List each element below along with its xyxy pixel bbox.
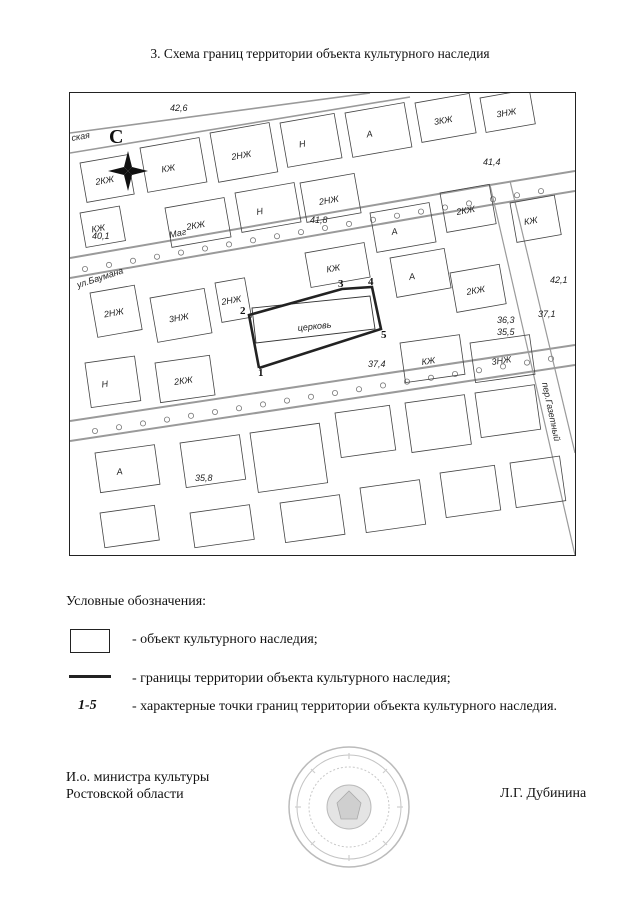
building-label: 3НЖ [495,106,517,120]
svg-text:37,1: 37,1 [538,309,556,319]
svg-text:36,3: 36,3 [497,315,515,325]
tree-icon [236,406,241,411]
building-label: 2КЖ [455,203,476,217]
tree-icon [82,266,87,271]
tree-icon [418,209,423,214]
tree-icon [298,230,303,235]
building-block [370,203,436,253]
legend-object-symbol [70,629,110,653]
building-label: Н [255,205,264,217]
building-label: КЖ [325,262,341,275]
tree-icon [322,225,327,230]
building-block [95,445,160,493]
building-block [360,480,426,533]
tree-icon [346,221,351,226]
building-block [440,465,501,517]
building-label: А [408,271,416,282]
building-block [235,183,301,233]
building-label: 3НЖ [168,311,190,325]
building-block [100,505,159,547]
tree-icon [538,189,543,194]
building-block [390,248,451,297]
tree-icon [212,409,217,414]
tree-icon [524,360,529,365]
tree-icon [164,417,169,422]
tree-icon [154,254,159,259]
building-block [180,435,246,488]
building-block [250,423,328,492]
tree-icon [260,402,265,407]
tree-icon [274,234,279,239]
tree-icon [250,238,255,243]
object-label: церковь [297,319,332,333]
tree-icon [394,213,399,218]
tree-icon [356,387,361,392]
street-label-baumana: ул.Баумана [75,265,125,290]
signatory-position [66,769,209,803]
building-label: А [365,128,374,140]
tree-icon [106,262,111,267]
svg-text:35,5: 35,5 [497,327,515,337]
building-block [345,103,412,158]
tree-icon [188,413,193,418]
svg-text:42,6: 42,6 [170,103,188,113]
street-label-gazetny: пер.Газетный [540,381,563,443]
tree-icon [140,421,145,426]
building-label: 3КЖ [433,113,454,127]
building-block [280,495,345,543]
street-label-mag: Маг [168,226,188,240]
building-label: 3НЖ [490,354,512,367]
building-block [405,395,471,453]
svg-text:35,8: 35,8 [195,473,213,483]
building-label: А [115,466,124,477]
building-block [85,356,141,408]
svg-text:40,1: 40,1 [92,231,110,241]
building-label: 2НЖ [318,193,340,207]
legend-boundary-text: - границы территории объекта культурного наследия; [132,671,451,686]
official-seal-icon [287,745,411,869]
tree-icon [92,428,97,433]
tree-icon [380,383,385,388]
svg-text:42,1: 42,1 [550,275,568,285]
tree-icon [226,242,231,247]
street-label-top-left: ская [70,129,91,143]
point-3: 3 [338,278,344,290]
building-block [190,505,254,548]
tree-icon [284,398,289,403]
building-labels [91,106,539,477]
svg-text:37,4: 37,4 [368,359,386,369]
building-label: КЖ [90,222,106,235]
tree-icon [308,394,313,399]
tree-icon [476,368,481,373]
point-4: 4 [368,276,374,288]
building-label: КЖ [160,162,176,175]
legend-heading: Условные обозначения: [66,594,207,609]
building-label: 2НЖ [230,148,252,162]
building-label: 2НЖ [103,306,125,320]
legend-points-key: 1-5 [78,698,97,713]
point-2: 2 [240,305,246,317]
point-1: 1 [258,367,264,379]
legend-points-text: - характерные точки границ территории объекта культурного наследия. [132,699,558,714]
building-label: Н [298,138,307,150]
building-label: 2КЖ [185,218,206,232]
building-label: Н [100,378,109,390]
building-block [280,113,342,167]
building-label: А [390,226,399,237]
tree-icon [332,390,337,395]
tree-icon [130,258,135,263]
position-line-1: И.о. министра культуры [66,770,210,785]
building-block [335,405,396,457]
signatory-name: Л.Г. Дубинина [500,786,587,801]
svg-text:41,4: 41,4 [483,157,501,167]
building-label: 2КЖ [94,173,115,187]
legend-object-text: - объект культурного наследия; [132,632,318,647]
building-label: 2КЖ [173,374,194,387]
site-map [69,92,576,556]
tree-icon [514,193,519,198]
tree-icon [178,250,183,255]
building-label: КЖ [420,355,436,367]
point-5: 5 [381,329,387,341]
building-label: 2КЖ [465,283,486,297]
building-block [475,385,541,438]
building-label: КЖ [523,214,539,227]
compass-letter: С [109,126,124,148]
tree-icon [202,246,207,251]
legend-boundary-symbol [69,675,111,678]
map-drawing [70,93,575,555]
svg-text:41,8: 41,8 [310,215,328,225]
tree-icon [116,425,121,430]
page-title: 3. Схема границ территории объекта культурного наследия [150,46,490,61]
building-label: 2НЖ [220,293,242,307]
building-block [510,456,566,508]
position-line-2: Ростовской области [66,787,184,802]
